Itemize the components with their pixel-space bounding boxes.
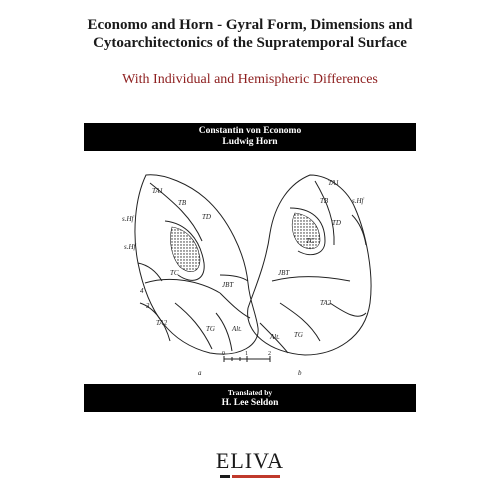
- book-title: Economo and Horn - Gyral Form, Dimensions and Cytoarchitectonics of the Supratemporal Surface: [87, 17, 413, 51]
- publisher-name: ELIVA: [215, 448, 285, 473]
- label-b-shf: s.Hf: [352, 197, 364, 205]
- book-subtitle: With Individual and Hemispheric Differences: [122, 72, 378, 87]
- label-a-alt: Alt.: [232, 325, 242, 333]
- label-a-jbt: JBT: [222, 281, 234, 289]
- label-a-3: 3: [146, 302, 150, 310]
- label-a-4: 4: [140, 287, 144, 295]
- author-2: Ludwig Horn: [222, 137, 278, 147]
- label-b-tb: TB: [320, 197, 329, 205]
- author-1: Constantin von Economo: [198, 126, 302, 136]
- label-a-ta1: TA1: [152, 187, 164, 195]
- label-b-ta2: TA2: [320, 299, 332, 307]
- scale-tick-2: 2: [268, 351, 271, 357]
- authors-bar: [84, 123, 416, 151]
- book-cover: [84, 0, 416, 500]
- scale-tick-0: 0: [222, 351, 225, 357]
- label-a-shf2: s.Hf: [124, 243, 136, 251]
- label-b-tc: TC: [306, 237, 315, 245]
- scale-tick-1: 1: [245, 351, 248, 357]
- label-a-shf1: s.Hf: [122, 215, 134, 223]
- label-b-jbt: JBT: [278, 269, 290, 277]
- label-b-ta1: TA1: [328, 179, 340, 187]
- brain-illustration: [120, 163, 380, 381]
- logo-stripe-dark: [220, 475, 230, 478]
- translator-name: H. Lee Seldon: [221, 398, 279, 408]
- figure-label-a: a: [198, 369, 202, 377]
- label-b-alt: Alt.: [270, 333, 280, 341]
- figure-label-b: b: [298, 369, 302, 377]
- label-a-ta2: TA2: [156, 319, 168, 327]
- label-a-tc: TC: [170, 269, 179, 277]
- translator-bar: [84, 384, 416, 412]
- translated-by-label: Translated by: [227, 388, 273, 397]
- label-b-tg: TG: [294, 331, 303, 339]
- label-a-tb: TB: [178, 199, 187, 207]
- logo-stripe-red: [232, 475, 280, 478]
- label-b-td: TD: [332, 219, 341, 227]
- publisher-logo: [214, 448, 286, 480]
- label-a-tg: TG: [206, 325, 215, 333]
- label-a-td: TD: [202, 213, 211, 221]
